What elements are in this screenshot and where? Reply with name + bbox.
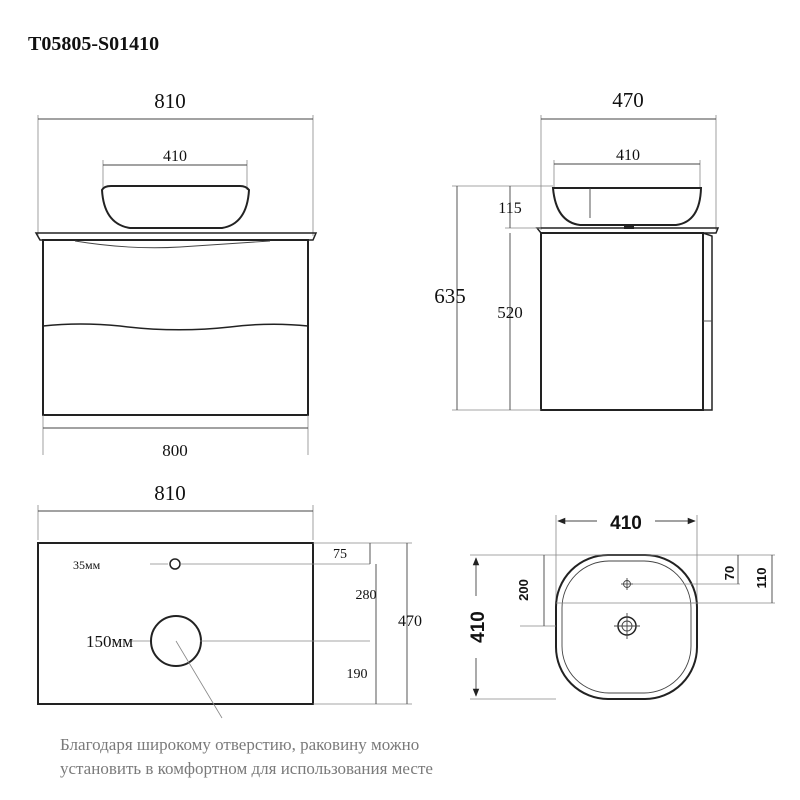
- dim-cabinet-width: 800: [162, 441, 188, 460]
- basin-top-view: [468, 513, 775, 699]
- dim-cabinet-height: 520: [497, 303, 523, 322]
- front-view: [36, 89, 316, 460]
- drain-hole-label: 150мм: [86, 632, 134, 651]
- dim-top-view-depth: 470: [398, 613, 422, 630]
- dim-190: 190: [346, 667, 368, 682]
- note-line-1: Благодаря широкому отверстию, раковину можно: [60, 735, 420, 754]
- dim-top-view-width: 810: [154, 481, 186, 505]
- drawer-front-edge: [703, 233, 712, 410]
- dim-basin-height: 115: [498, 200, 522, 217]
- dim-280: 280: [355, 588, 377, 603]
- dim-depth: 470: [612, 88, 644, 112]
- tap-hole-label: 35мм: [73, 558, 101, 572]
- dim-basin-top-depth: 410: [468, 611, 489, 643]
- top-view: [38, 481, 422, 718]
- dim-basin-width: 410: [163, 148, 187, 165]
- dim-side-basin: 410: [616, 147, 640, 164]
- side-view: [434, 88, 718, 410]
- drawer-split: [43, 324, 308, 330]
- dim-total-height: 635: [434, 284, 466, 308]
- dim-70: 70: [722, 565, 737, 581]
- dim-200: 200: [516, 579, 531, 601]
- side-cabinet: [541, 233, 703, 410]
- dim-basin-top-width: 410: [610, 513, 642, 534]
- dim-75: 75: [333, 547, 347, 562]
- side-vessel-basin: [553, 188, 701, 225]
- cabinet-body: [43, 240, 308, 415]
- dim-top-width: 810: [154, 89, 186, 113]
- vessel-basin: [102, 186, 249, 228]
- basin-outer: [556, 555, 697, 699]
- dim-110: 110: [754, 567, 769, 589]
- tap-hole: [170, 559, 180, 569]
- top-drawer-curve: [75, 241, 270, 248]
- note-line-2: установить в комфортном для использования месте: [60, 759, 433, 778]
- product-code: T05805-S01410: [28, 33, 160, 55]
- countertop: [36, 233, 316, 240]
